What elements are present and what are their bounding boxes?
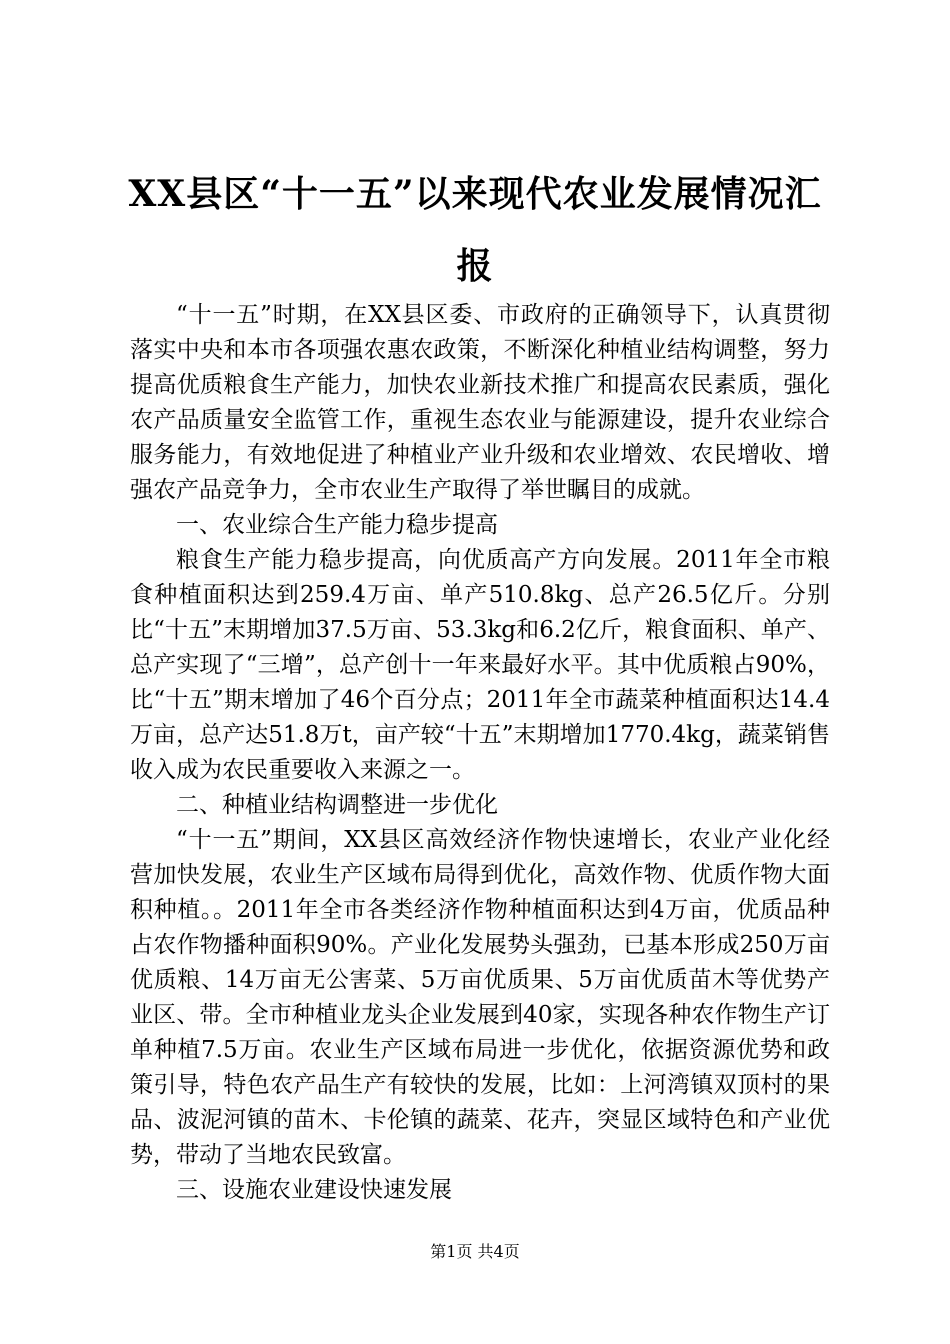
page-title: XX县区“十一五”以来现代农业发展情况汇报 — [128, 173, 822, 287]
section-heading-1: 一、农业综合生产能力稳步提高 — [176, 512, 498, 538]
paragraph-structure: “十一五”期间，XX县区高效经济作物快速增长，农业产业化经营加快发展，农业生产区域布局得到优化，高效作物、优质作物大面积种植。。2011年全市各类经济作物种植面积达到4万亩，优质品种占农作物播种面积90%。产业化发展势头强劲，已基本形成250万亩优质粮、14万亩无公害菜、5万亩优质果、5万亩优质苗木等优势产业区、带。全市种植业龙头企业发展到40家，实现各种农作物生产订单种植7.5万亩。农业生产区域布局进一步优化，依据资源优势和政策引导，特色农产品生产有较快的发展，比如：上河湾镇双顶村的果品、波泥河镇的苗木、卡伦镇的蔬菜、花卉，突显区域特色和产业优势，带动了当地农民致富。 — [130, 827, 830, 1168]
paragraph-intro: “十一五”时期，在XX县区委、市政府的正确领导下，认真贯彻落实中央和本市各项强农惠农政策，不断深化种植业结构调整，努力提高优质粮食生产能力，加快农业新技术推广和提高农民素质，强化农产品质量安全监管工作，重视生态农业与能源建设，提升农业综合服务能力，有效地促进了种植业产业升级和农业增效、农民增收、增强农产品竞争力，全市农业生产取得了举世瞩目的成就。 — [130, 302, 830, 503]
section-heading-3: 三、设施农业建设快速发展 — [176, 1177, 452, 1203]
page-footer: 第1页 共4页 — [430, 1242, 520, 1261]
paragraph-grain: 粮食生产能力稳步提高，向优质高产方向发展。2011年全市粮食种植面积达到259.4万亩、单产510.8kg、总产26.5亿斤。分别比“十五”末期增加37.5万亩、53.3kg和6.2亿斤，粮食面积、单产、总产实现了“三增”，总产创十一年来最好水平。其中优质粮占90%，比“十五”期末增加了46个百分点；2011年全市蔬菜种植面积达14.4万亩，总产达51.8万t，亩产较“十五”末期增加1770.4kg，蔬菜销售收入成为农民重要收入来源之一。 — [130, 547, 830, 783]
section-heading-2: 二、种植业结构调整进一步优化 — [176, 792, 498, 818]
document-body — [130, 298, 830, 1208]
